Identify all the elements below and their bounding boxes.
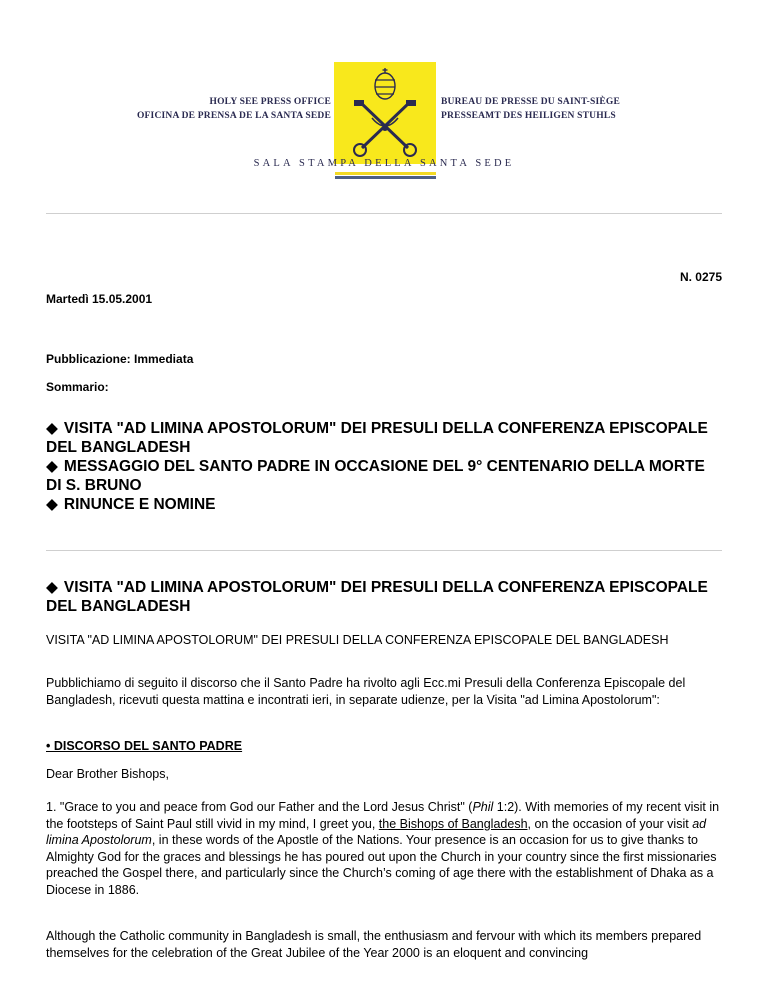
masthead-right-text	[441, 95, 620, 123]
masthead-french: BUREAU DE PRESSE DU SAINT-SIÈGE	[441, 97, 621, 107]
intro-paragraph: Pubblichiamo di seguito il discorso che il Santo Padre ha rivolto agli Ecc.mi Presuli della Conferenza Episcopale del Bangladesh, ricevuti questa mattina e incontrati ieri, in separate udienze, per la Visita "ad Limina Apostolorum":	[46, 676, 686, 707]
diamond-bullet-icon: ◆	[46, 458, 58, 475]
masthead-german: PRESSEAMT DES HEILIGEN STUHLS	[441, 111, 616, 121]
summary-item[interactable]: ◆ MESSAGGIO DEL SANTO PADRE IN OCCASIONE DEL 9° CENTENARIO DELLA MORTE DI S. BRUNO	[46, 458, 705, 494]
diamond-bullet-icon: ◆	[46, 420, 58, 437]
bishops-link[interactable]: the Bishops of Bangladesh	[378, 816, 528, 831]
sala-stampa-title: SALA STAMPA DELLA SANTA SEDE	[253, 158, 515, 169]
masthead-left-text	[137, 95, 331, 123]
masthead	[0, 0, 768, 200]
bulletin-date: Martedì 15.05.2001	[46, 292, 153, 306]
masthead-english: HOLY SEE PRESS OFFICE	[209, 97, 331, 107]
section-subtitle: VISITA "AD LIMINA APOSTOLORUM" DEI PRESULI DELLA CONFERENZA EPISCOPALE DEL BANGLADESH	[46, 633, 669, 647]
summary-item[interactable]: ◆ VISITA "AD LIMINA APOSTOLORUM" DEI PRESULI DELLA CONFERENZA EPISCOPALE DEL BANGLADESH	[46, 420, 708, 456]
summary-item[interactable]: ◆ RINUNCE E NOMINE	[46, 496, 216, 513]
summary-list	[46, 419, 722, 514]
greeting: Dear Brother Bishops,	[46, 767, 169, 781]
diamond-bullet-icon: ◆	[46, 579, 58, 596]
divider	[46, 213, 722, 214]
diamond-bullet-icon: ◆	[46, 496, 58, 513]
paragraph-1: 1. "Grace to you and peace from God our Father and the Lord Jesus Christ" (Phil 1:2). With memories of my recent visit in the footsteps of Saint Paul still vivid in my mind, I greet you, the Bishops of Bangladesh, on the occasion of your visit ad limina Apostolorum, in these words of the Apostle of the Nations. Your presence is an occasion for us to give thanks to Almighty God for the graces and blessings he has poured out upon the Church in your country since the first missionaries preached the Gospel there, and particularly since the Church’s coming of age there with the establishment of Dhaka as a Diocese in 1886.	[46, 800, 720, 897]
divider	[46, 550, 722, 551]
summary-label: Sommario:	[46, 380, 109, 394]
paragraph-2: Although the Catholic community in Bangladesh is small, the enthusiasm and fervour with which its members prepared themselves for the celebration of the Great Jubilee of the Year 2000 is an eloquent and convincing	[46, 929, 702, 960]
speech-heading[interactable]: • DISCORSO DEL SANTO PADRE	[46, 739, 243, 753]
yellow-stripe	[335, 172, 436, 175]
publication-status: Pubblicazione: Immediata	[46, 352, 194, 366]
blue-stripe	[335, 176, 436, 179]
papal-coat-of-arms-icon	[334, 62, 436, 164]
section-title: ◆ VISITA "AD LIMINA APOSTOLORUM" DEI PRESULI DELLA CONFERENZA EPISCOPALE DEL BANGLADESH	[46, 579, 708, 615]
bulletin-number: N. 0275	[679, 270, 722, 284]
masthead-spanish: OFICINA DE PRENSA DE LA SANTA SEDE	[136, 111, 331, 121]
